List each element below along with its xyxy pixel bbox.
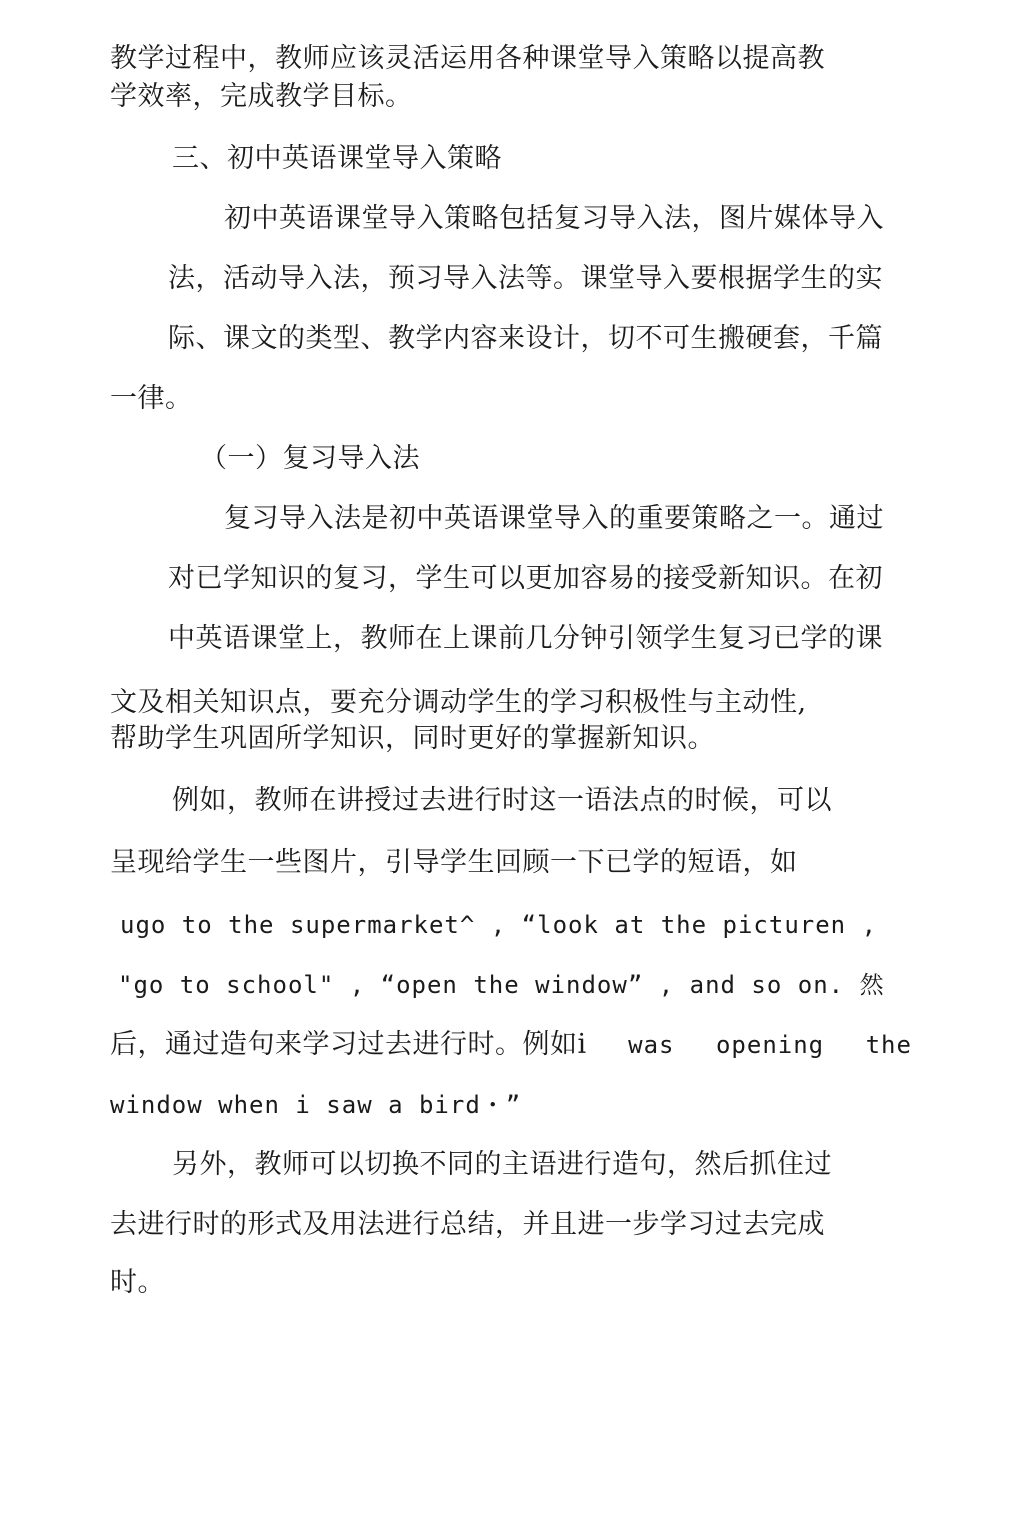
body-text-line: 另外，教师可以切换不同的主语进行造句，然后抓住过	[172, 1149, 832, 1180]
body-text-line: 际、课文的类型、教学内容来设计，切不可生搬硬套，千篇	[168, 323, 883, 354]
body-text-line: 复习导入法是初中英语课堂导入的重要策略之一。通过	[224, 503, 884, 534]
english-phrase-line: ugo to the supermarket^ , “look at the picturen ,	[120, 911, 878, 939]
english-sentence-line: window when i saw a bird・”	[110, 1091, 522, 1119]
body-text-line	[110, 1028, 912, 1062]
text-segment: opening	[715, 1031, 825, 1059]
body-text-line: 一律。	[110, 383, 193, 414]
body-text-line: 呈现给学生一些图片，引导学生回顾一下已学的短语，如	[110, 847, 798, 878]
body-text-line: 去进行时的形式及用法进行总结，并且进一步学习过去完成	[110, 1209, 825, 1240]
body-text-line: 教学过程中，教师应该灵活运用各种课堂导入策略以提高教	[110, 43, 825, 74]
text-segment: the	[865, 1031, 912, 1059]
body-text-line: 中英语课堂上，教师在上课前几分钟引领学生复习已学的课	[168, 623, 883, 654]
text-segment: 后，通过造句来学习过去进行时。例如i	[110, 1029, 587, 1060]
body-text-line: 帮助学生巩固所学知识，同时更好的掌握新知识。	[110, 723, 715, 754]
body-text-line: 对已学知识的复习，学生可以更加容易的接受新知识。在初	[168, 563, 883, 594]
body-text-line: 文及相关知识点，要充分调动学生的学习积极性与主动性,	[110, 687, 807, 718]
body-text-line: 时。	[110, 1267, 165, 1298]
subsection-heading: （一）复习导入法	[200, 443, 420, 474]
body-text-line: 例如，教师在讲授过去进行时这一语法点的时候，可以	[172, 785, 832, 816]
section-heading: 三、初中英语课堂导入策略	[172, 143, 502, 174]
body-text-line: 法，活动导入法，预习导入法等。课堂导入要根据学生的实	[168, 263, 883, 294]
body-text-line: 学效率，完成教学目标。	[110, 81, 413, 112]
text-segment: was	[628, 1031, 675, 1059]
english-phrase-line: "go to school" , “open the window” , and so on. 然	[118, 971, 885, 999]
body-text-line: 初中英语课堂导入策略包括复习导入法，图片媒体导入	[224, 203, 884, 234]
